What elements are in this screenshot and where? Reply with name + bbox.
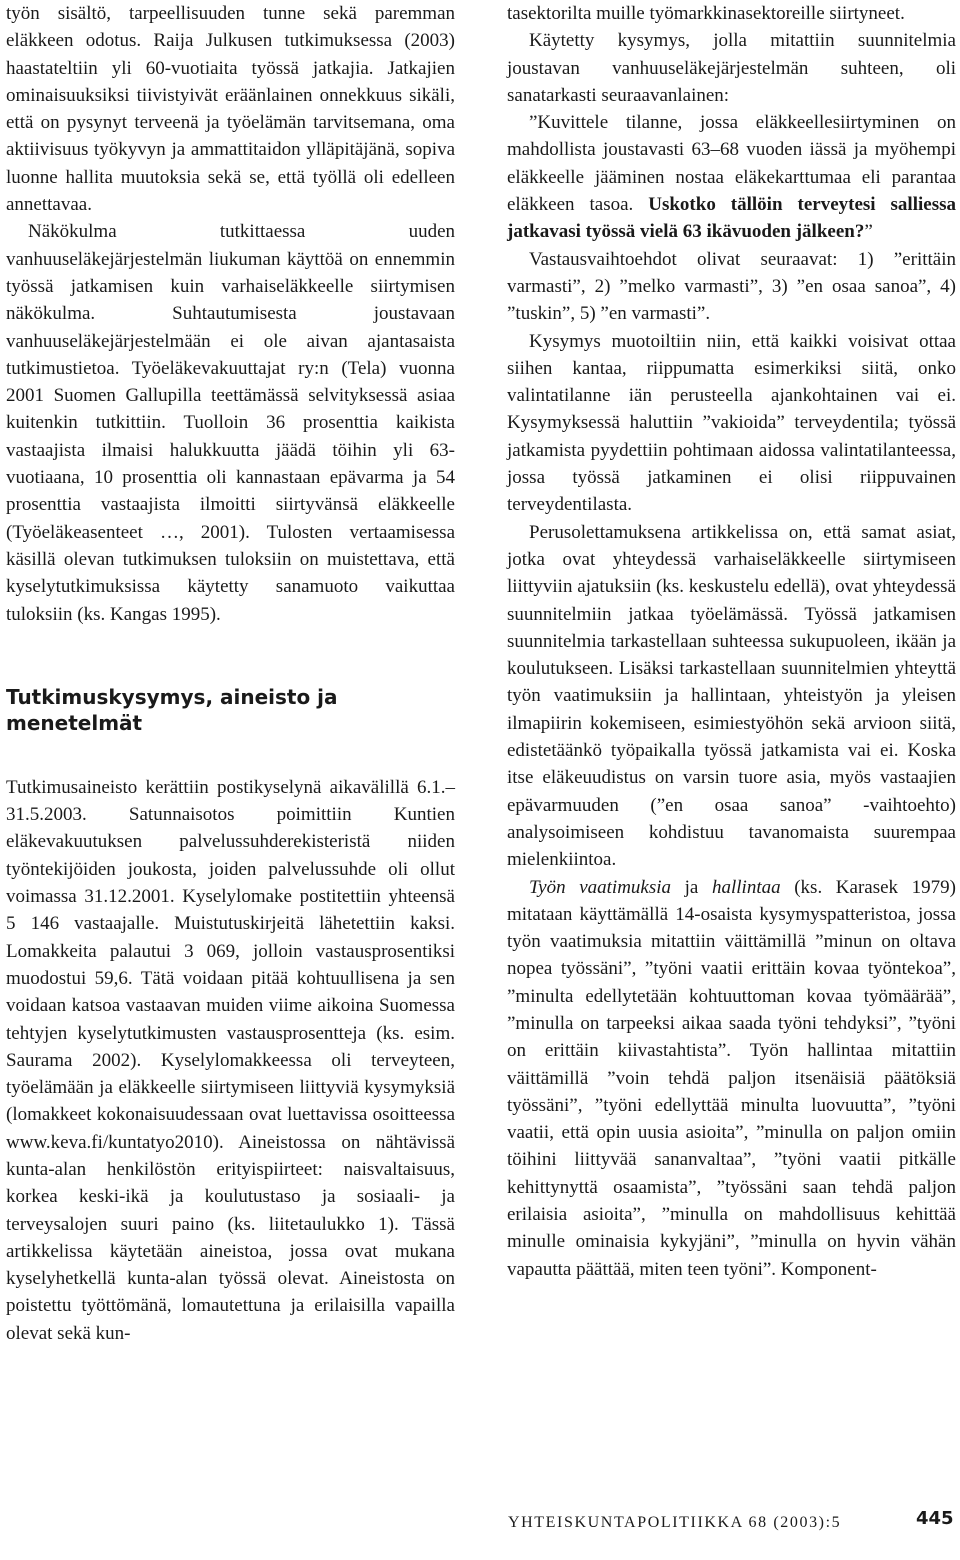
paragraph: Näkökulma tutkittaessa uuden vanhuuseläkejärjestelmän liukuman käyttöä on ennemmin työssä jatkamisen kuin varhaiseläkkeelle siirtymisen näkökulma. Suhtautumisesta joustavaan vanhuuseläkejärjestelmään ei ole aivan ajantasaista tutkimustietoa. Työeläkevakuuttajat ry:n (Tela) vuonna 2001 Suomen Gallupilla teettämässä selvityksessä asiaa kuitenkin tutkittiin. Tuolloin 36 prosenttia kaikista vastaajista ilmaisi halukkuutta jäädä töihin yli 63-vuotiaana, 10 prosenttia oli kannastaan epävarma ja 54 prosenttia vastaajista ilmoitti siirtyvänsä eläkkeelle (Työeläkeasenteet …, 2001). Tulosten vertaamisessa käsillä olevan tutkimuksen tuloksiin on muistettava, että kyselytutkimuksissa käytetty sanamuoto vaikuttaa tuloksiin (ks. Kangas 1995). bbox=[6, 221, 455, 625]
paragraph bbox=[507, 874, 956, 1283]
paragraph: Kysymys muotoiltiin niin, että kaikki voisivat ottaa siihen kantaa, riippumatta esimerkiksi siitä, onko valintatilanne iän perusteella ajankohtainen vai ei. Kysymyksessä haluttiin ”vakioida” terveydentila; työssä jatkamista pyydettiin pohtimaan aidossa valintatilanteessa, jossa työssä jatkaminen ei olisi riippuvainen terveydentilasta. bbox=[507, 330, 956, 516]
italic-term: Työn vaatimuksia bbox=[529, 876, 672, 898]
question-highlight: Uskotko tällöin terveytesi salliessa jatkavasi työssä vielä 63 ikävuoden jälkeen? bbox=[507, 194, 956, 243]
paragraph: Vastausvaihtoehdot olivat seuraavat: 1) ”erittäin varmasti”, 2) ”melko varmasti”, 3) ”en osaa sanoa”, 4) ”tuskin”, 5) ”en varmasti”. bbox=[507, 248, 956, 325]
paragraph: työn sisältö, tarpeellisuuden tunne sekä paremman eläkkeen odotus. Raija Julkusen tutkimuksessa (2003) haastateltiin yli 60-vuotiaita työssä jatkajia. Jatkajien ominaisuuksiksi tiivistyivät eräänlainen onnekkuus sikäli, että on pysynyt terveenä ja työelämän tarvitsemana, oma aktiivisuus työkyvyn ja ammattitaidon ylläpitäjänä, sopiva luonne hallita muutoksia sekä se, että työllä oli edelleen annettavaa. bbox=[6, 3, 455, 216]
italic-term: hallintaa bbox=[711, 876, 781, 898]
left-column bbox=[6, 0, 455, 1347]
section-heading: Tutkimuskysymys, aineisto ja menetelmät bbox=[6, 684, 338, 735]
right-column bbox=[507, 0, 956, 1283]
paragraph: Käytetty kysymys, jolla mitattiin suunnitelmia joustavan vanhuuseläkejärjestelmän suhteen, oli sanatarkasti seuraavanlainen: bbox=[507, 30, 956, 106]
question-close-quote: ” bbox=[864, 221, 873, 243]
paragraph: Tutkimusaineisto kerättiin postikyselynä aikavälillä 6.1.–31.5.2003. Satunnaisotos poimittiin Kuntien eläkevakuutuksen palvelussuhderekisteristä niiden työntekijöiden joukosta, joiden palvelussuhde oli ollut voimassa 31.12.2001. Kyselylomake postitettiin yhteensä 5 146 vastaajalle. Muistutuskirjeitä lähetettiin kaksi. Lomakkeita palautui 3 069, jolloin vastausprosentiksi muodostui 59,6. Tätä voidaan pitää kohtuullisena ja sen voidaan katsoa vastaavan muiden viime aikoina Suomessa tehtyjen kyselytutkimusten vastausprosentteja (ks. esim. Saurama 2002). Kyselylomakkeessa oli terveyteen, työelämään ja eläkkeelle siirtymiseen liittyviä kysymyksiä (lomakkeet kokonaisuudessaan ovat luettavissa osoitteessa www.keva.fi/kuntatyo2010). Aineistossa on nähtävissä kunta-alan henkilöstön erityispiirteet: naisvaltaisuus, korkea keski-ikä ja koulutustaso ja sosiaali- ja terveysalojen suuri paino (ks. liitetaulukko 1). Tässä artikkelissa käytetään aineistoa, jossa ovat mukana kyselyhetkellä kunta-alan työssä olevat. Aineistosta on poistettu työttömänä, lomautettuna ja erilaisilla vapailla olevat sekä kun- bbox=[6, 776, 455, 1344]
journal-name: YHTEISKUNTAPOLITIIKKA 68 (2003):5 bbox=[508, 1514, 842, 1531]
paragraph: tasektorilta muille työmarkkinasektoreille siirtyneet. bbox=[507, 3, 905, 24]
paragraph: Perusolettamuksena artikkelissa on, että samat asiat, jotka ovat yhteydessä varhaiseläkkeelle siirtymiseen liittyviin ajatuksiin (ks. keskustelu edellä), ovat yhteydessä suunnitelmiin jatkaa työelämässä. Työssä jatkamisen suunnitelmia tarkastellaan suhteessa sukupuoleen, ikään ja koulutukseen. Lisäksi tarkastellaan suunnitelmien yhteyttä työn vaatimuksiin ja hallintaan, yhteistyön ja yleisen ilmapiirin kokemiseen, esimiestyöhön sekä arvioon siitä, edistetäänkö työpaikalla työssä jatkamista vai ei. Koska itse eläkeuudistus on varsin tuore asia, myös vastaajien epävarmuuden (”en osaa sanoa” -vaihtoehto) analysoimiseen kohdistuu tavanomaista suurempaa mielenkiintoa. bbox=[507, 521, 956, 871]
text-run: (ks. Karasek 1979) mitataan käyttämällä 14-osaista kysymyspatteristoa, jossa työn vaatimuksia mitattiin väittämillä ”minun on oltava nopea työssäni”, ”työni vaatii erittäin kovaa työntekoa”, ”minulta edellytetään kohtuuttoman kovaa työmäärää”, ”minulla on tarpeeksi aikaa saada työni tehdyksi”, ”työni on erittäin kiivastahtista”. Työn hallintaa mitattiin väittämillä ”voin tehdä paljon itsenäisiä päätöksiä työssäni”, ”työni edellyttää minulta luovuutta”, ”työni vaatii, että opin uusia asioita”, ”minulla on paljon omiin töihini liittyvää sananvaltaa”, ”työni vaatii pitkälle kehittynyttä osaamista”, ”työssäni saan tehdä paljon erilaisia asioita”, ”minulla on mahdollisuus kehittää minulle ominaisia kykyjäni”, ”minulla on hyvin vähän vapautta päättää, miten teen työni”. Komponent- bbox=[507, 876, 956, 1280]
question-text: ”Kuvittele tilanne, jossa eläkkeellesiirtyminen on mahdollista joustavasti 63–68 vuoden iässä ja myöhempi eläkkeelle jääminen nostaa eläkekarttumaa eli parantaa eläkkeen tasoa. bbox=[507, 112, 956, 216]
quoted-question bbox=[507, 109, 956, 245]
text-run: ja bbox=[671, 876, 712, 898]
page-number: 445 bbox=[916, 1508, 954, 1529]
